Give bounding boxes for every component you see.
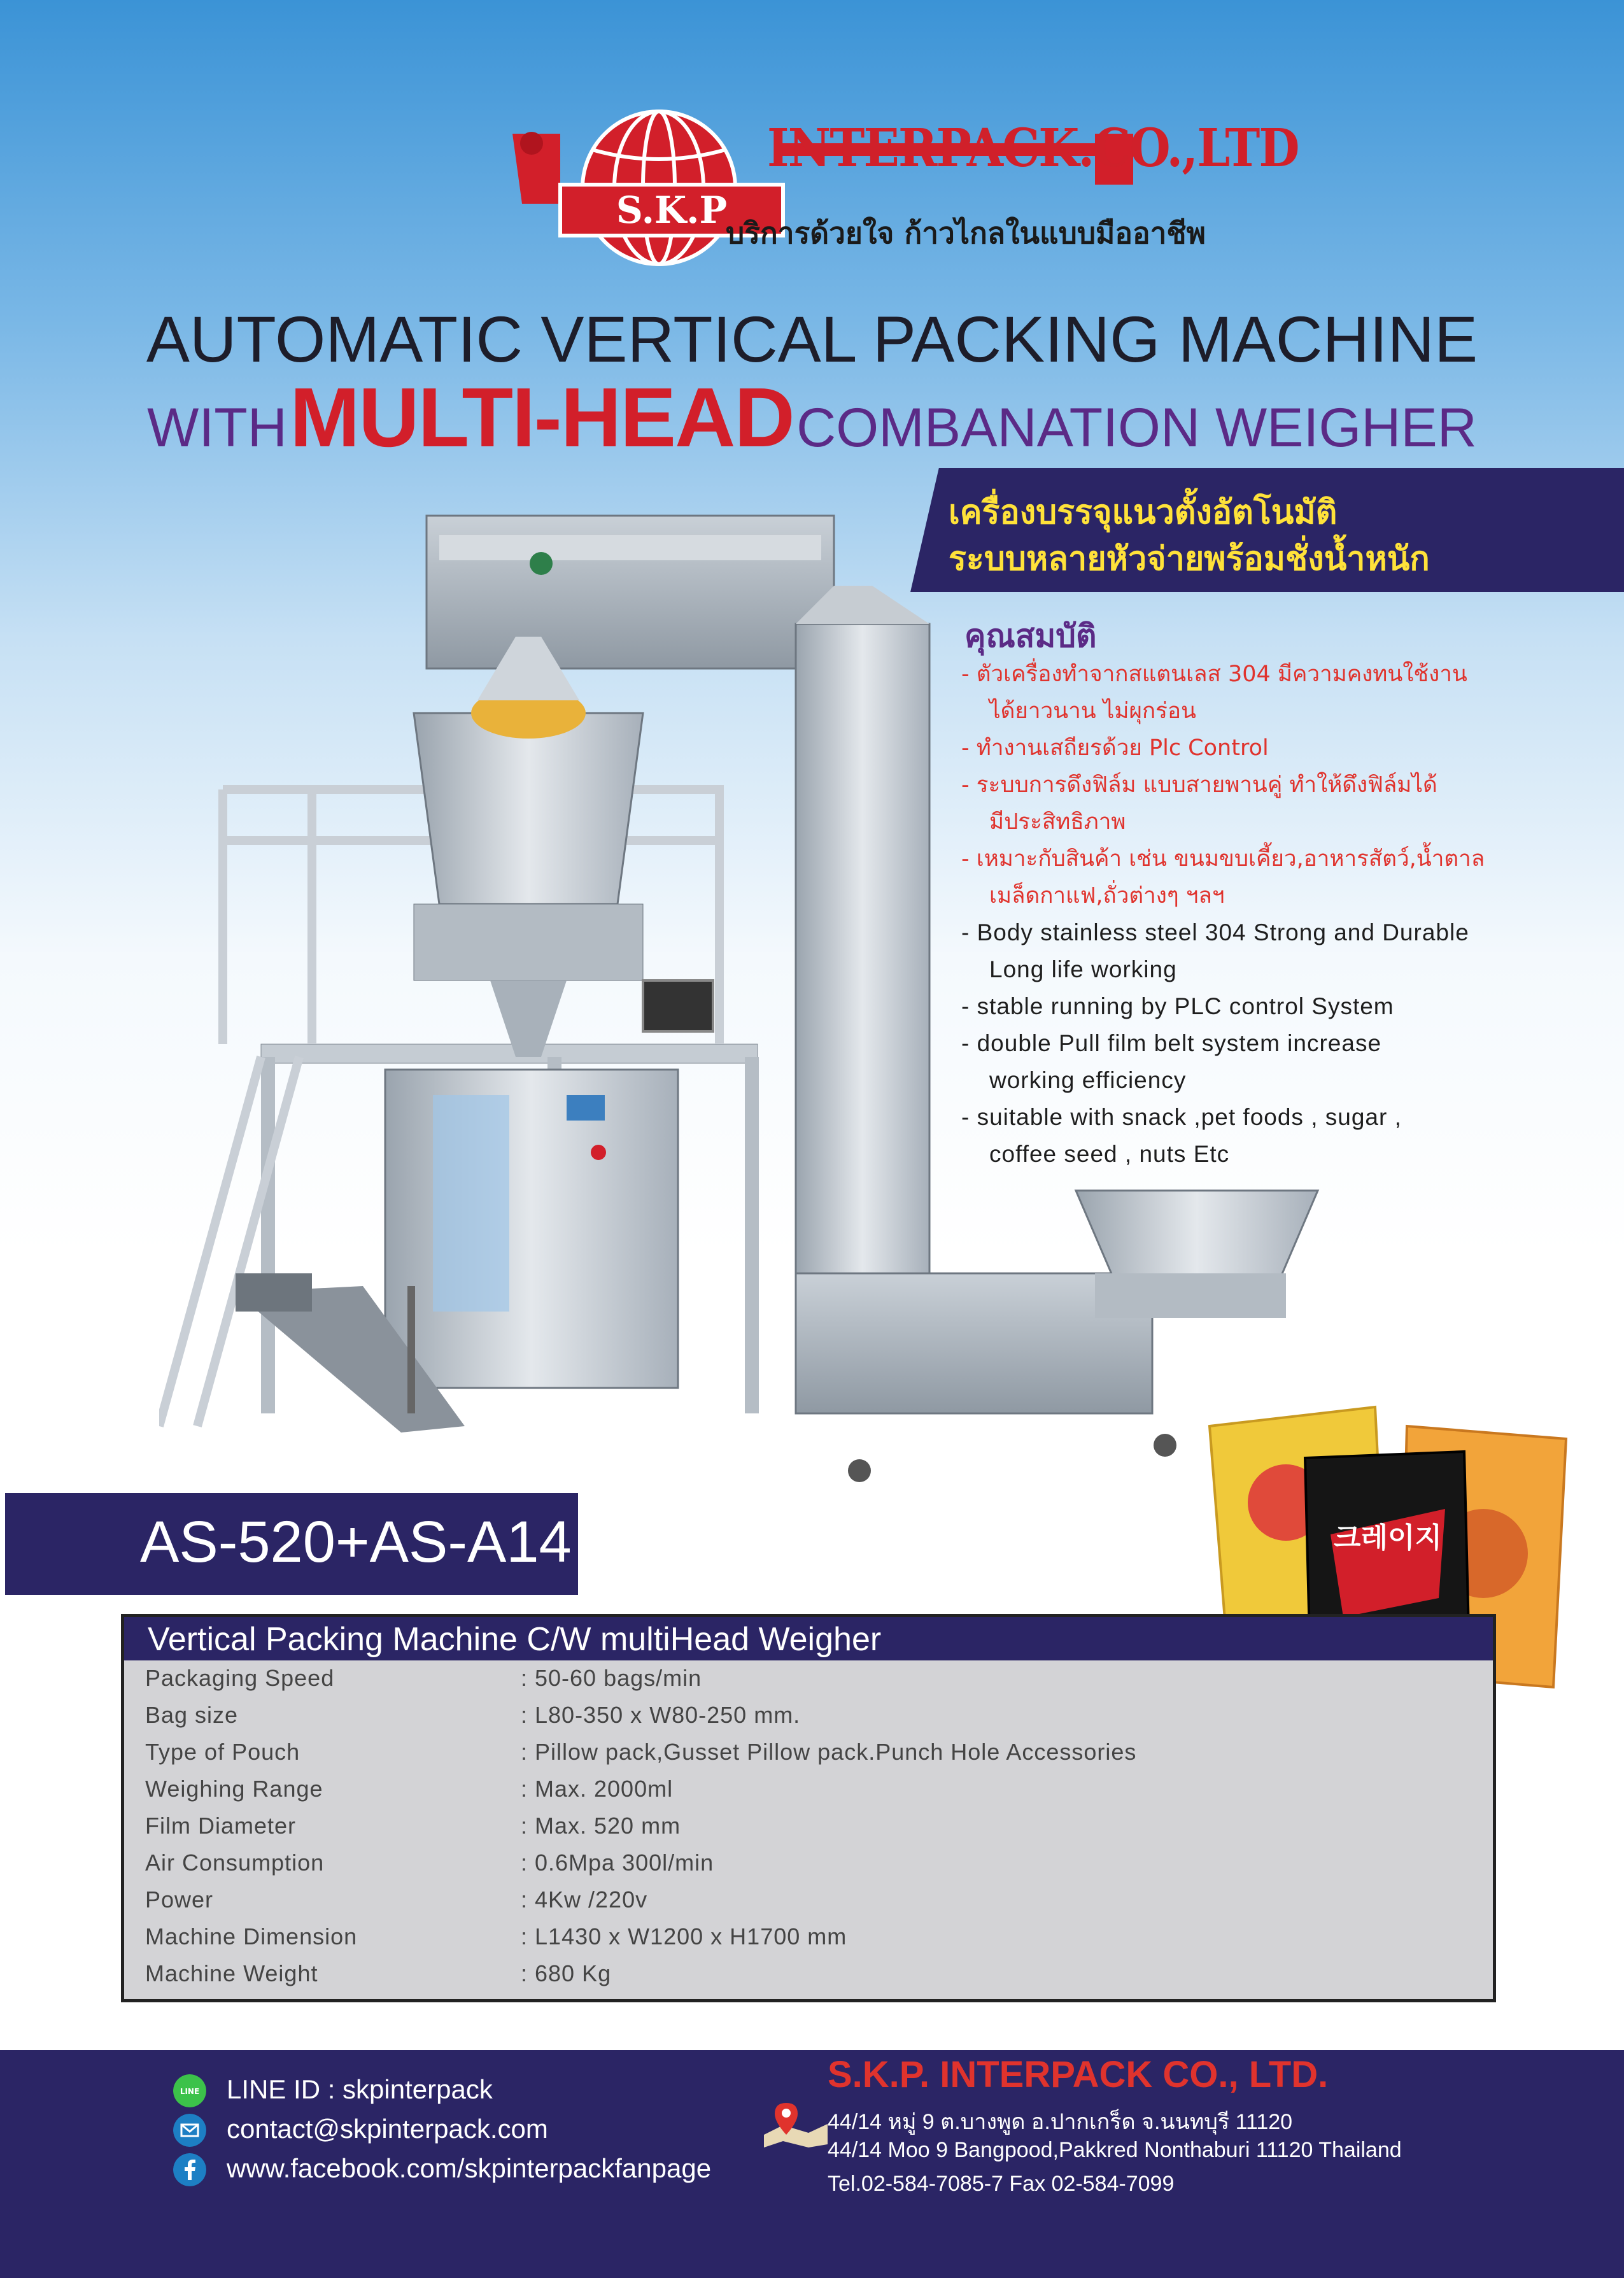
line-app-icon: [173, 2074, 206, 2107]
subtitle-highlight: MULTI-HEAD: [290, 371, 794, 464]
features-title: คุณสมบัติ: [964, 618, 1097, 654]
brand-slogan: บริการด้วยใจ ก้าวไกลในแบบมืออาชีพ: [726, 216, 1206, 250]
spec-label: Packaging Speed: [145, 1665, 335, 1691]
map-pin-icon: [761, 2100, 831, 2147]
feature-item: Long life working: [989, 956, 1177, 982]
spec-label: Bag size: [145, 1702, 239, 1728]
address-thai: 44/14 หมู่ 9 ต.บางพูด อ.ปากเกร็ด จ.นนทบุรี 11120: [828, 2110, 1293, 2134]
spec-value: : 0.6Mpa 300l/min: [521, 1850, 714, 1876]
spec-label: Type of Pouch: [145, 1739, 300, 1765]
spec-label: Machine Weight: [145, 1960, 318, 1986]
spec-label: Film Diameter: [145, 1813, 297, 1839]
spec-value: : 50-60 bags/min: [521, 1665, 702, 1691]
subtitle-prefix: WITH: [147, 397, 287, 458]
email-text: contact@skpinterpack.com: [227, 2114, 548, 2144]
feature-item: coffee seed , nuts Etc: [989, 1141, 1230, 1167]
feature-item: working efficiency: [989, 1067, 1187, 1093]
spec-value: : 4Kw /220v: [521, 1886, 648, 1913]
spec-table-title: Vertical Packing Machine C/W multiHead Weigher: [148, 1621, 882, 1658]
spec-label: Weighing Range: [145, 1776, 323, 1802]
features-list: [961, 656, 1598, 1173]
model-number: AS-520+AS-A14: [140, 1510, 572, 1574]
spec-label: Machine Dimension: [145, 1923, 358, 1949]
feature-item: - ตัวเครื่องทำจากสแตนเลส 304 มีความคงทนใช้งาน: [961, 661, 1467, 687]
address-english: 44/14 Moo 9 Bangpood,Pakkred Nonthaburi 11120 Thailand: [828, 2138, 1402, 2162]
spec-value: : L1430 x W1200 x H1700 mm: [521, 1923, 847, 1949]
page-subtitle: [0, 369, 1624, 465]
spec-value: : 680 Kg: [521, 1960, 612, 1986]
snack-bag-label: 크레이지: [1333, 1522, 1443, 1554]
logo-skp-text: S.K.P: [616, 188, 728, 232]
feature-item: ได้ยาวนาน ไม่ผุกร่อน: [989, 698, 1196, 724]
line-icon-text: LINE: [180, 2087, 200, 2096]
feature-item: - suitable with snack ,pet foods , sugar ,: [961, 1104, 1402, 1130]
feature-item: - double Pull film belt system increase: [961, 1030, 1382, 1056]
page-title: AUTOMATIC VERTICAL PACKING MACHINE: [146, 303, 1478, 376]
feature-item: - stable running by PLC control System: [961, 993, 1394, 1019]
facebook-url: www.facebook.com/skpinterpackfanpage: [227, 2153, 712, 2183]
feature-item: เมล็ดกาแฟ,ถั่วต่างๆ ฯลฯ: [989, 883, 1225, 909]
spec-value: : Max. 520 mm: [521, 1813, 681, 1839]
spec-label: Power: [145, 1886, 214, 1913]
spec-value: : Pillow pack,Gusset Pillow pack.Punch Hole Accessories: [521, 1739, 1137, 1765]
spec-value: : Max. 2000ml: [521, 1776, 674, 1802]
line-id-text: LINE ID : skpinterpack: [227, 2074, 493, 2104]
company-name: S.K.P. INTERPACK CO., LTD.: [828, 2054, 1329, 2095]
spec-label: Air Consumption: [145, 1850, 325, 1876]
feature-item: - ระบบการดึงฟิล์ม แบบสายพานคู่ ทำให้ดึงฟิล์มได้: [961, 772, 1437, 798]
thai-banner-line1: เครื่องบรรจุแนวตั้งอัตโนมัติ: [949, 493, 1338, 532]
spec-value: : L80-350 x W80-250 mm.: [521, 1702, 801, 1728]
brand-name: INTERPACK.CO.,LTD: [767, 118, 1299, 179]
feature-item: - ทำงานเสถียรด้วย Plc Control: [961, 735, 1269, 761]
subtitle-suffix: COMBANATION WEIGHER: [796, 397, 1477, 458]
feature-item: มีประสิทธิภาพ: [989, 809, 1126, 835]
feature-item: - เหมาะกับสินค้า เช่น ขนมขบเคี้ยว,อาหารสัตว์,น้ำตาล: [961, 846, 1485, 872]
feature-item: - Body stainless steel 304 Strong and Durable: [961, 919, 1469, 945]
thai-banner-line2: ระบบหลายหัวจ่ายพร้อมชั่งน้ำหนัก: [949, 540, 1430, 578]
phone-fax: Tel.02-584-7085-7 Fax 02-584-7099: [828, 2172, 1175, 2196]
facebook-icon: [173, 2153, 206, 2186]
mail-icon: [173, 2114, 206, 2147]
